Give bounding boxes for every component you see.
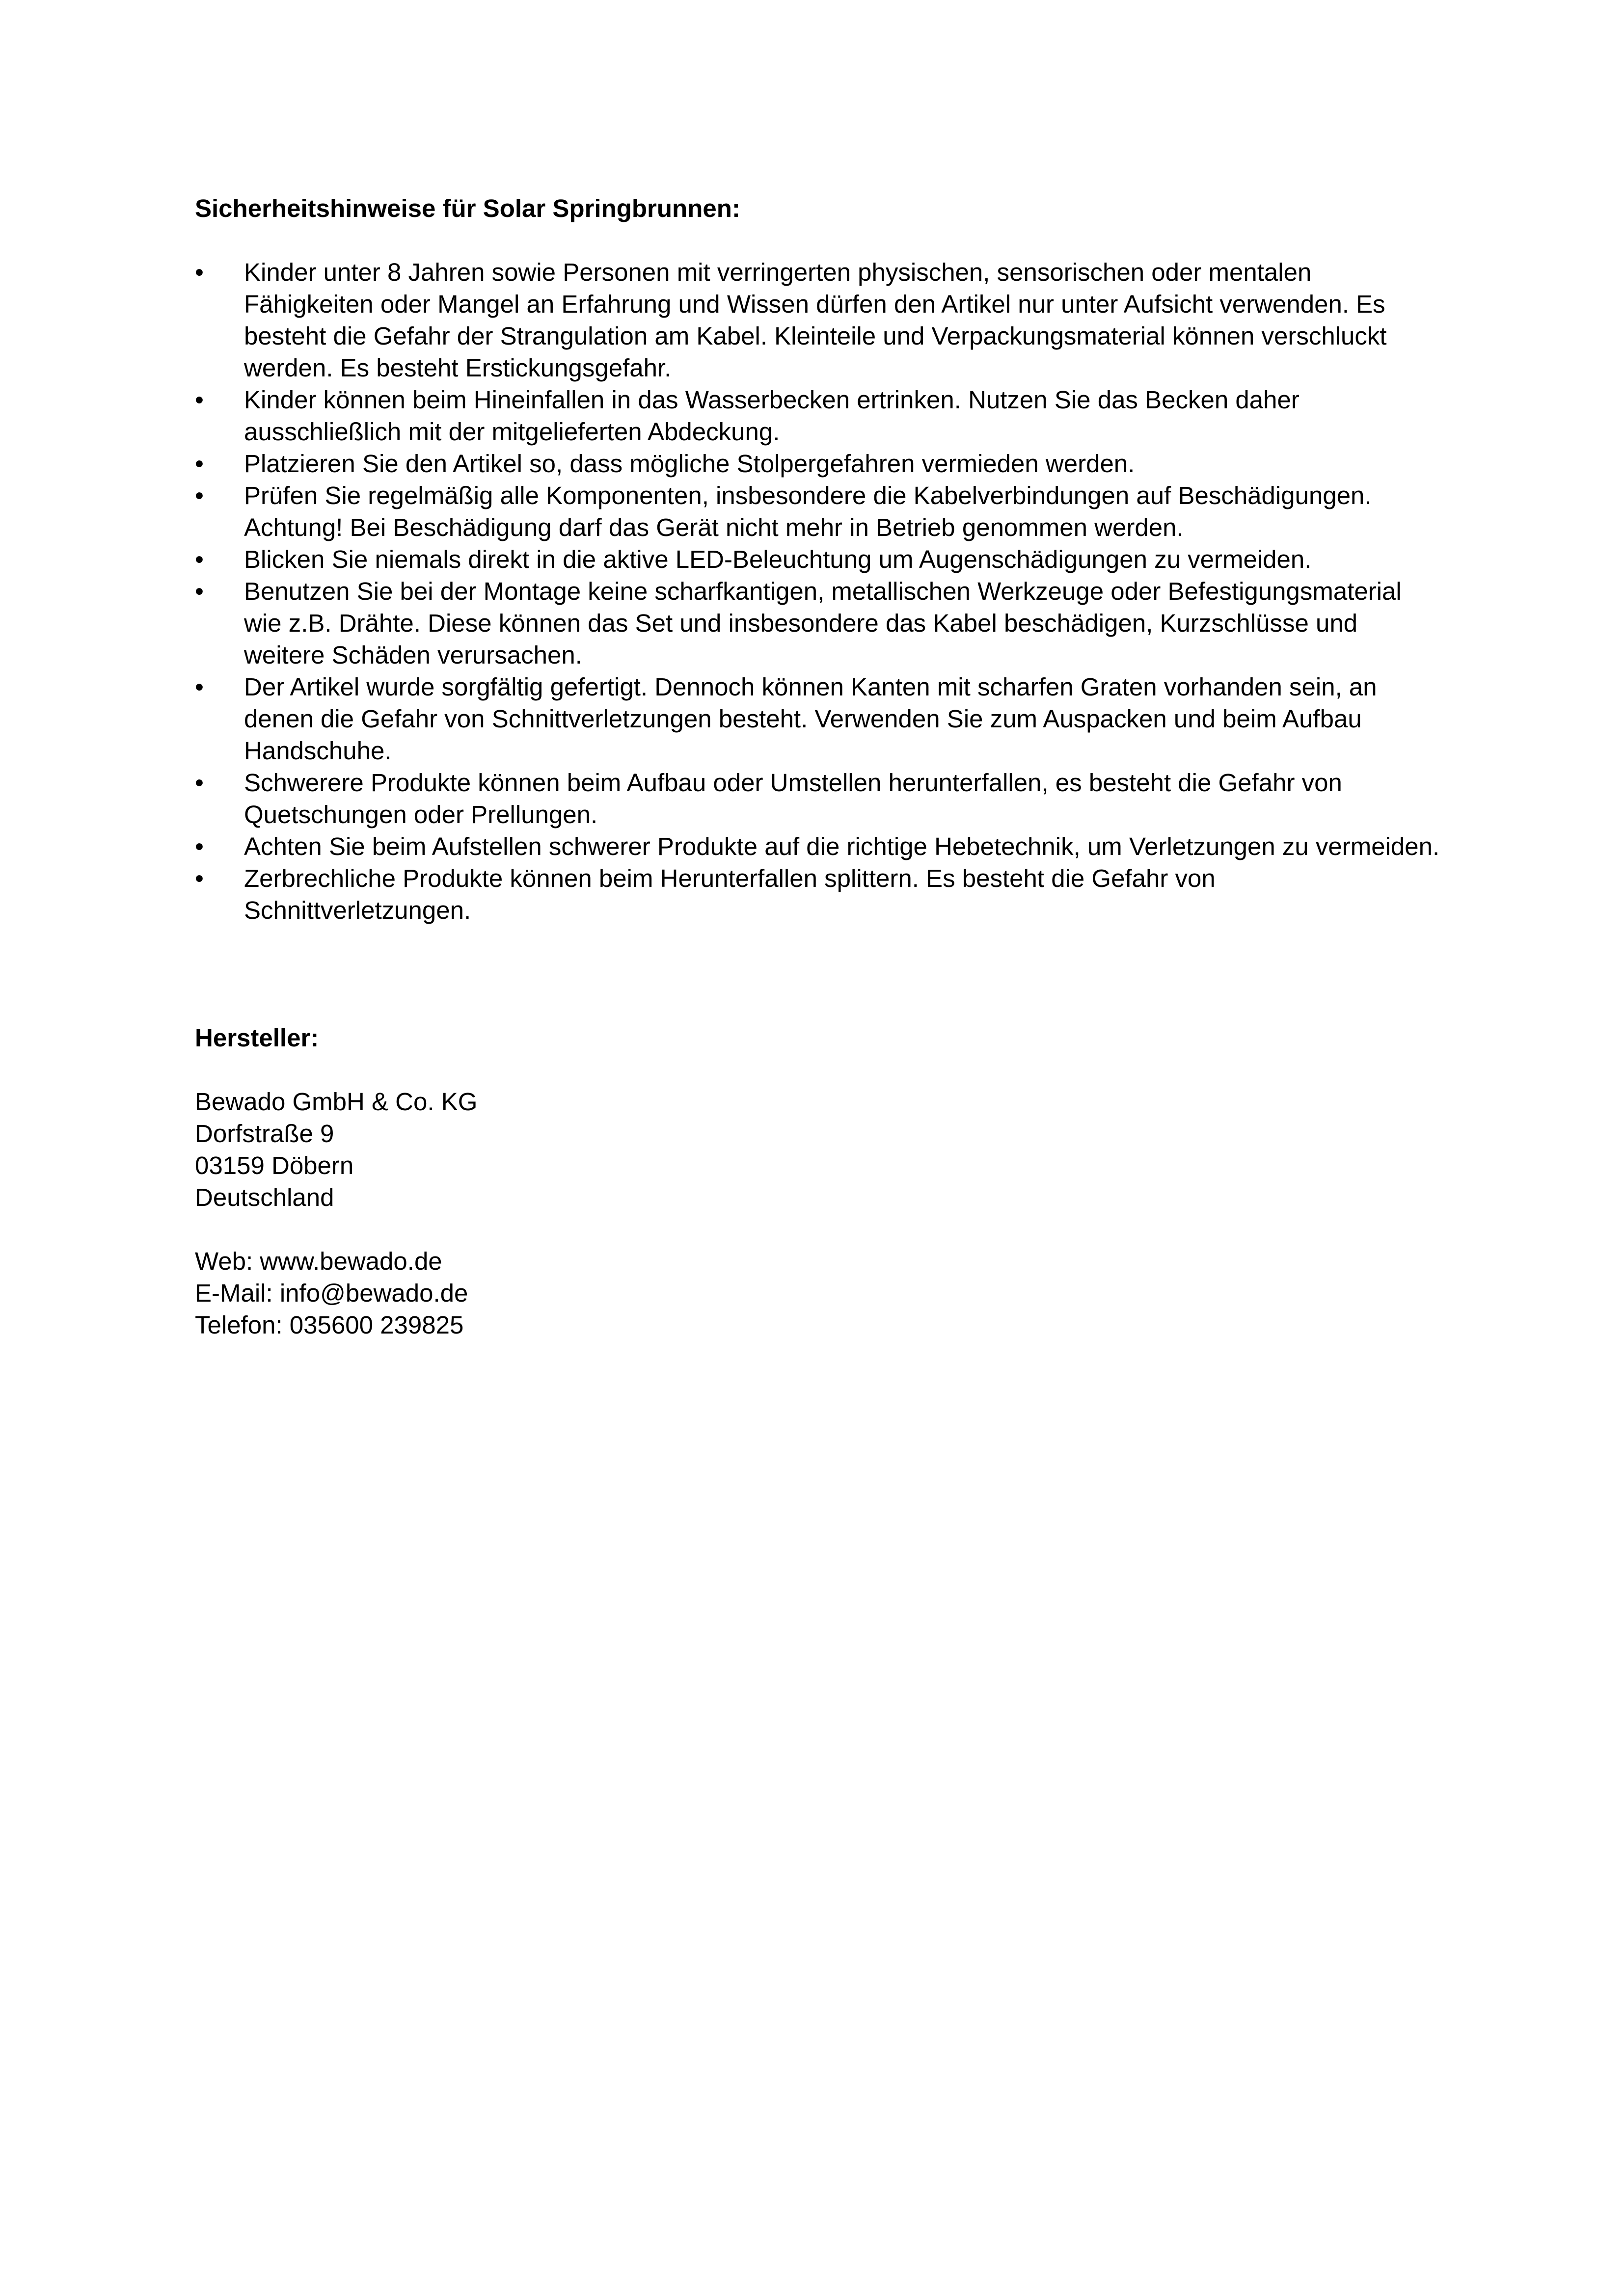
bullet-icon: • xyxy=(195,450,204,478)
spacer xyxy=(195,1213,1442,1245)
list-item xyxy=(195,480,1442,543)
list-item-text: Kinder unter 8 Jahren sowie Personen mit verringerten physischen, sensorischen oder mentalen Fähigkeiten oder Mangel an Erfahrung und Wissen dürfen den Artikel nur unter Aufsicht verwenden. Es besteht die Gefahr der Strangulation am Kabel. Kleinteile und Verpackungsmaterial können verschluckt werden. Es besteht Erstickungsgefahr. xyxy=(244,258,1387,382)
phone: Telefon: 035600 239825 xyxy=(195,1311,464,1339)
street-address: Dorfstraße 9 xyxy=(195,1120,334,1148)
list-item xyxy=(195,384,1442,448)
website: Web: www.bewado.de xyxy=(195,1247,442,1275)
safety-heading: Sicherheitshinweise für Solar Springbrunnen: xyxy=(195,194,740,222)
bullet-icon: • xyxy=(195,864,204,892)
list-item-text: Zerbrechliche Produkte können beim Herunterfallen splittern. Es besteht die Gefahr von Schnittverletzungen. xyxy=(244,864,1216,924)
country: Deutschland xyxy=(195,1183,334,1211)
list-item-text: Platzieren Sie den Artikel so, dass mögliche Stolpergefahren vermieden werden. xyxy=(244,450,1135,478)
list-item-text: Prüfen Sie regelmäßig alle Komponenten, insbesondere die Kabelverbindungen auf Beschädigungen. Achtung! Bei Beschädigung darf das Gerät nicht mehr in Betrieb genommen werden. xyxy=(244,481,1372,541)
list-item xyxy=(195,448,1442,480)
bullet-icon: • xyxy=(195,386,204,414)
list-item xyxy=(195,671,1442,767)
list-item xyxy=(195,862,1442,926)
list-item-text: Blicken Sie niemals direkt in die aktive LED-Beleuchtung um Augenschädigungen zu vermeiden. xyxy=(244,545,1312,573)
list-item-text: Der Artikel wurde sorgfältig gefertigt. Dennoch können Kanten mit scharfen Graten vorhanden sein, an denen die Gefahr von Schnittverletzungen besteht. Verwenden Sie zum Auspacken und beim Aufbau Handschuhe. xyxy=(244,673,1377,765)
list-item-text: Achten Sie beim Aufstellen schwerer Produkte auf die richtige Hebetechnik, um Verletzungen zu vermeiden. xyxy=(244,832,1440,860)
bullet-icon: • xyxy=(195,481,204,509)
list-item xyxy=(195,543,1442,575)
manufacturer-heading: Hersteller: xyxy=(195,1024,319,1052)
bullet-icon: • xyxy=(195,769,204,797)
spacer xyxy=(195,1054,1442,1086)
bullet-icon: • xyxy=(195,673,204,701)
list-item-text: Kinder können beim Hineinfallen in das Wasserbecken ertrinken. Nutzen Sie das Becken daher ausschließlich mit der mitgelieferten Abdeckung. xyxy=(244,386,1299,446)
list-item-text: Schwerere Produkte können beim Aufbau oder Umstellen herunterfallen, es besteht die Gefahr von Quetschungen oder Prellungen. xyxy=(244,769,1342,828)
bullet-icon: • xyxy=(195,545,204,573)
company-name: Bewado GmbH & Co. KG xyxy=(195,1088,478,1116)
list-item xyxy=(195,256,1442,384)
email: E-Mail: info@bewado.de xyxy=(195,1279,468,1307)
manufacturer-section xyxy=(195,1022,1442,1341)
postal-city: 03159 Döbern xyxy=(195,1151,354,1179)
bullet-icon: • xyxy=(195,577,204,605)
safety-list xyxy=(195,256,1442,926)
list-item xyxy=(195,830,1442,862)
document-content xyxy=(195,192,1442,1341)
list-item xyxy=(195,767,1442,830)
bullet-icon: • xyxy=(195,832,204,860)
bullet-icon: • xyxy=(195,258,204,286)
list-item-text: Benutzen Sie bei der Montage keine scharfkantigen, metallischen Werkzeuge oder Befestigungsmaterial wie z.B. Drähte. Diese können das Set und insbesondere das Kabel beschädigen, Kurzschlüsse und weitere Schäden verursachen. xyxy=(244,577,1402,669)
list-item xyxy=(195,575,1442,671)
